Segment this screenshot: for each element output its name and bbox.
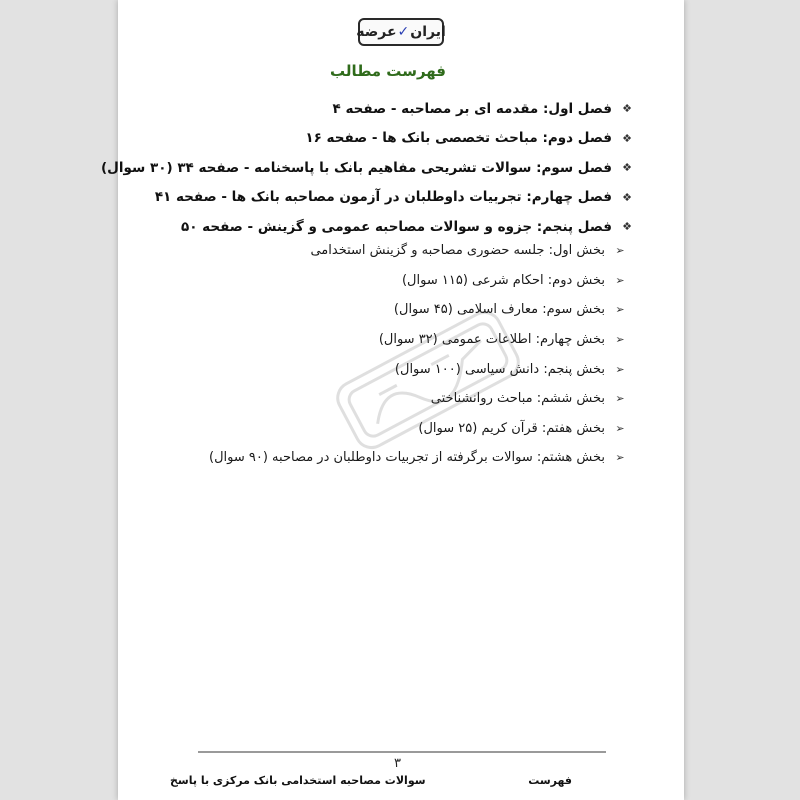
- chapter-label: فصل سوم: سوالات تشریحی مفاهیم بانک با پاسخنامه - صفحه ۳۴ (۳۰ سوال): [101, 159, 612, 176]
- footer-divider: [198, 751, 606, 753]
- diamond-bullet-icon: ❖: [622, 190, 632, 204]
- arrow-bullet-icon: ➢: [615, 273, 625, 287]
- arrow-bullet-icon: ➢: [615, 421, 625, 435]
- logo-text-second: عرضه: [356, 24, 397, 40]
- chapter-item: [101, 94, 633, 124]
- arrow-bullet-icon: ➢: [615, 244, 625, 258]
- footer-document-title: سوالات مصاحبه استخدامی بانک مرکزی با پاسخ: [170, 774, 426, 787]
- document-page: [101, 0, 684, 800]
- section-label: بخش اول: جلسه حضوری مصاحبه و گزینش استخدامی: [310, 243, 605, 259]
- diamond-bullet-icon: ❖: [622, 220, 632, 234]
- chapter-item: [101, 124, 633, 154]
- chapter-label: فصل پنجم: جزوه و سوالات مصاحبه عمومی و گزینش - صفحه ۵۰: [180, 218, 612, 235]
- diamond-bullet-icon: ❖: [622, 131, 632, 145]
- diamond-bullet-icon: ❖: [622, 161, 632, 175]
- arrow-bullet-icon: ➢: [615, 333, 625, 347]
- section-item: [209, 266, 626, 296]
- chapter-item: [101, 183, 633, 213]
- chapter-label: فصل دوم: مباحث تخصصی بانک ها - صفحه ۱۶: [305, 130, 612, 147]
- toc-title: فهرست مطالب: [330, 62, 446, 80]
- arrow-bullet-icon: ➢: [615, 362, 625, 376]
- diamond-bullet-icon: ❖: [622, 102, 632, 116]
- page-number: ۳: [394, 756, 401, 771]
- section-label: بخش ششم: مباحث روانشناختی: [430, 391, 605, 407]
- section-label: بخش سوم: معارف اسلامی (۴۵ سوال): [393, 302, 605, 318]
- arrow-bullet-icon: ➢: [615, 451, 625, 465]
- chapter-label: فصل چهارم: تجربیات داوطلبان در آزمون مصاحبه بانک ها - صفحه ۴۱: [154, 189, 612, 206]
- footer-section-label: فهرست: [528, 774, 572, 787]
- section-label: بخش پنجم: دانش سیاسی (۱۰۰ سوال): [394, 361, 605, 377]
- section-label: بخش هشتم: سوالات برگرفته از تجربیات داوطلبان در مصاحبه (۹۰ سوال): [209, 450, 605, 466]
- arrow-bullet-icon: ➢: [615, 303, 625, 317]
- chapter-item: [101, 153, 633, 183]
- section-item: [209, 236, 626, 266]
- watermark-logo: [318, 300, 538, 460]
- logo-text-first: ایران: [410, 24, 446, 40]
- section-label: بخش دوم: احکام شرعی (۱۱۵ سوال): [401, 272, 605, 288]
- section-label: بخش هفتم: قرآن کریم (۲۵ سوال): [418, 420, 605, 436]
- brand-logo: [358, 18, 444, 46]
- section-label: بخش چهارم: اطلاعات عمومی (۳۲ سوال): [378, 332, 605, 348]
- chapter-label: فصل اول: مقدمه ای بر مصاحبه - صفحه ۴: [332, 100, 612, 117]
- logo-check-icon: ✓: [397, 24, 410, 40]
- chapter-list: [101, 94, 633, 242]
- arrow-bullet-icon: ➢: [615, 392, 625, 406]
